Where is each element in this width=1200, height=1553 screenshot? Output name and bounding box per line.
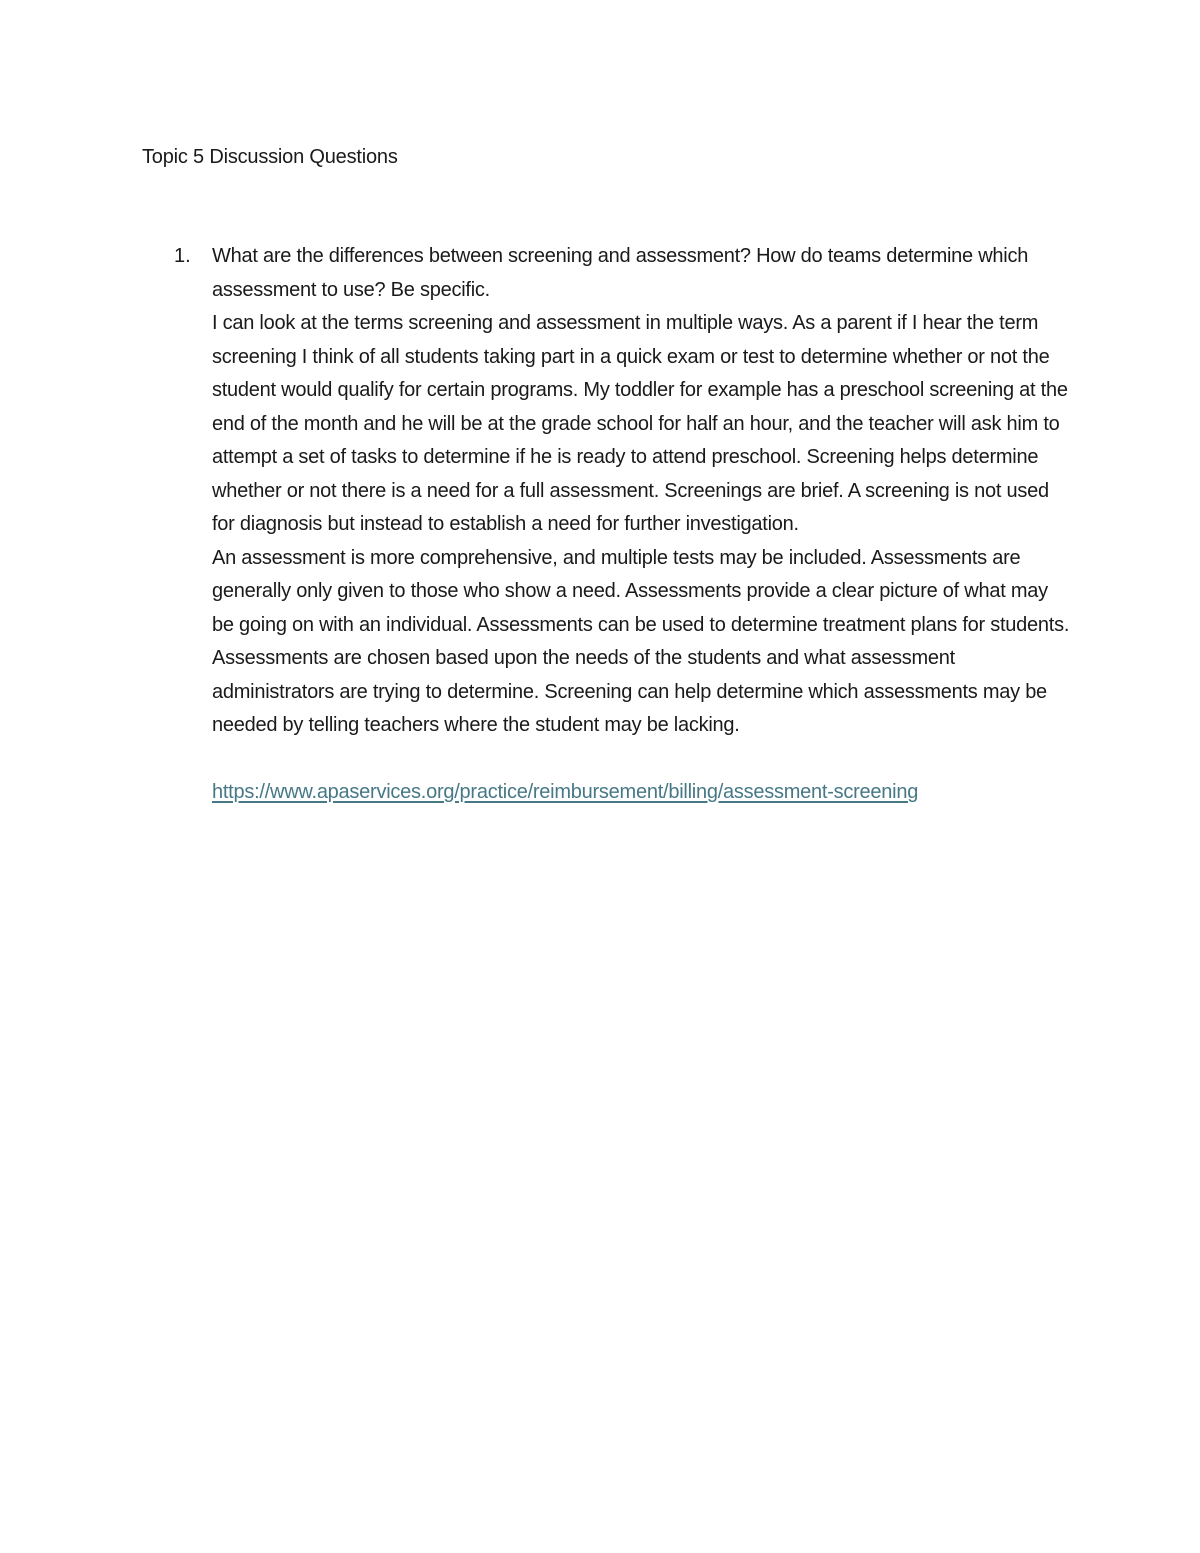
document-title: Topic 5 Discussion Questions xyxy=(142,146,398,168)
reference-link[interactable]: https://www.apaservices.org/practice/reimbursement/billing/assessment-screening xyxy=(212,781,919,803)
answer-paragraph-assessment: An assessment is more comprehensive, and multiple tests may be included. Assessments are generally only given to those who show a need. Assessments provide a clear picture of what may be going on with an individual. Assessments can be used to determine treatment plans for students. xyxy=(212,546,1070,636)
answer-paragraph-screening: I can look at the terms screening and assessment in multiple ways. As a parent if I hear the term screening I think of all students taking part in a quick exam or test to determine whether or not the student would qualify for certain programs. My toddler for example has a preschool screening at the end of the month and he will be at the grade school for half an hour, and the teacher will ask him to attempt a set of tasks to determine if he is ready to attend preschool. Screening helps determine whether or not there is a need for a full assessment. Screenings are brief. A screening is not used for diagnosis but instead to establish a need for further investigation. xyxy=(212,312,1068,535)
paragraph-spacer xyxy=(212,743,1072,777)
answer-paragraph-selection: Assessments are chosen based upon the needs of the students and what assessment administrators are trying to determine. Screening can help determine which assessments may be needed by telling teachers where the student may be lacking. xyxy=(212,647,1047,736)
question-number: 1. xyxy=(174,245,191,267)
question-prompt: What are the differences between screening and assessment? How do teams determine which assessment to use? Be specific. xyxy=(212,245,1029,301)
question-body xyxy=(212,240,1072,810)
